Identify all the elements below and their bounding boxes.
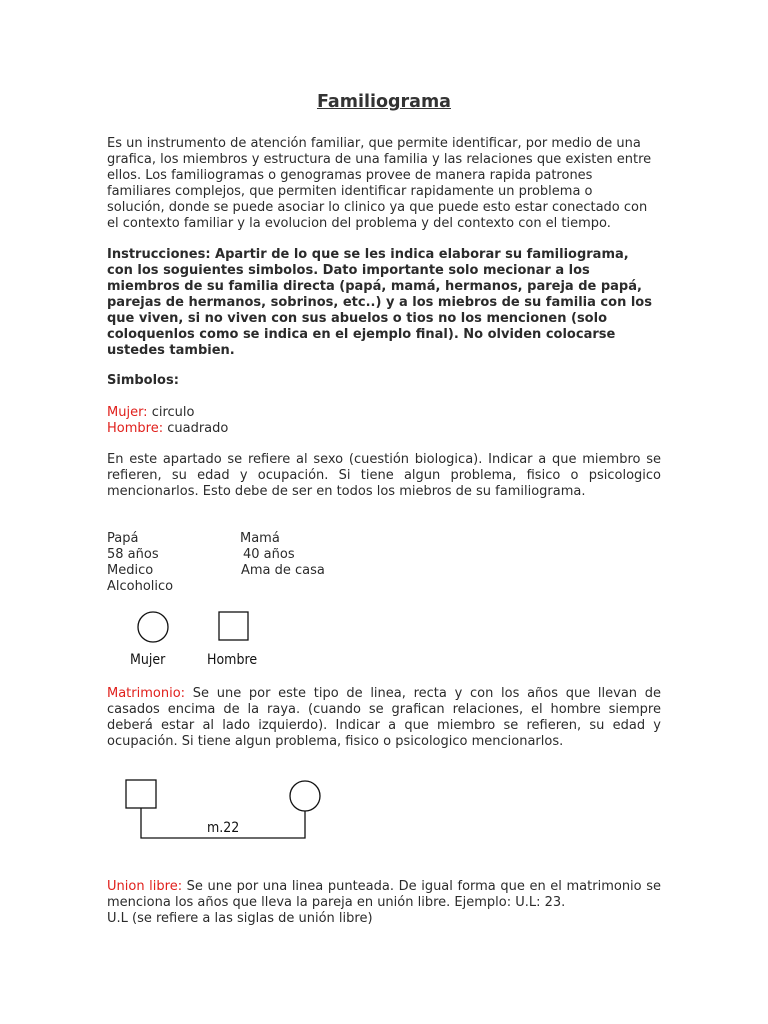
husband-square-icon: [126, 780, 156, 808]
papa-line: Medico: [107, 563, 154, 578]
circle-female-icon: [138, 612, 168, 642]
marriage-figure: [123, 777, 353, 847]
union-libre-text: Se une por una linea punteada. De igual forma que en el matrimonio se menciona los años que lleva la pareja en unión libre. Ejemplo: U.L: 23.: [107, 879, 661, 910]
sex-paragraph: En este apartado se refiere al sexo (cuestión biologica). Indicar a que miembro se refieren, su edad y ocupación. Si tiene algun problema, fisico o psicologico mencionarlos. Esto debe de ser en todos los miebros de su familiograma.: [107, 452, 661, 499]
instructions-line: miembros de su familia directa (papá, mamá, hermanos, pareja de papá,: [107, 279, 642, 294]
matrimonio-paragraph: [107, 686, 661, 750]
example-papa: [107, 531, 173, 595]
intro-line: Es un instrumento de atención familiar, que permite identificar, por medio de una: [107, 136, 641, 151]
instructions-line: parejas de hermanos, sobrinos, etc..) y a los miebros de su familia con los: [107, 295, 652, 310]
papa-line: Papá: [107, 531, 139, 546]
intro-line: grafica, los miembros y estructura de una familia y las relaciones que existen entre: [107, 152, 652, 167]
mama-line: 40 años: [243, 547, 295, 562]
matrimonio-label: Matrimonio:: [107, 686, 186, 701]
hombre-caption: Hombre: [207, 652, 258, 668]
marriage-years-label: m.22: [207, 820, 240, 836]
square-male-icon: [219, 612, 248, 640]
page-title: Familiograma: [316, 92, 451, 112]
symbols-figure: [125, 608, 325, 668]
papa-line: 58 años: [107, 547, 159, 562]
wife-circle-icon: [290, 781, 320, 811]
intro-paragraph: [107, 136, 661, 232]
mujer-value: circulo: [151, 405, 195, 420]
papa-line: Alcoholico: [107, 579, 174, 594]
hombre-label: Hombre:: [107, 421, 164, 436]
symbol-mujer: [107, 405, 661, 421]
mama-line: Mamá: [240, 531, 280, 546]
union-libre-note: U.L (se refiere a las siglas de unión libre): [107, 911, 373, 926]
union-libre-paragraph: [107, 879, 661, 911]
intro-line: solución, donde se puede asociar lo clinico ya que puede esto estar conectado con: [107, 200, 648, 215]
instructions-line: que viven, si no viven con sus abuelos o tios no los mencionen (solo: [107, 311, 607, 326]
hombre-value: cuadrado: [167, 421, 229, 436]
union-libre-label: Union libre:: [107, 879, 183, 894]
symbols-heading: Simbolos:: [107, 373, 179, 388]
matrimonio-text: Se une por este tipo de linea, recta y con los años que llevan de casados encima de la raya. (cuando se grafican relaciones, el hombre siempre deberá estar al lado izquierdo). Indicar a que miembro se refieren, su edad y ocupación. Si tiene algun problema, fisico o psicologico mencionarlos.: [107, 686, 661, 749]
instructions-paragraph: [107, 247, 661, 359]
instructions-line: ustedes tambien.: [107, 343, 235, 358]
intro-line: el contexto familiar y la evolucion del problema y del contexto con el tiempo.: [107, 216, 611, 231]
instructions-line: coloquenlos como se indica en el ejemplo final). No olviden colocarse: [107, 327, 616, 342]
intro-line: familiares complejos, que permiten identificar rapidamente un problema o: [107, 184, 593, 199]
instructions-line: Instrucciones: Apartir de lo que se les indica elaborar su familiograma,: [107, 247, 629, 262]
symbol-hombre: [107, 421, 661, 437]
mujer-label: Mujer:: [107, 405, 148, 420]
mama-line: Ama de casa: [241, 563, 325, 578]
mujer-caption: Mujer: [130, 652, 166, 668]
example-mama: [240, 531, 325, 579]
intro-line: ellos. Los familiogramas o genogramas provee de manera rapida patrones: [107, 168, 593, 183]
instructions-line: con los soguientes simbolos. Dato importante solo mecionar a los: [107, 263, 590, 278]
